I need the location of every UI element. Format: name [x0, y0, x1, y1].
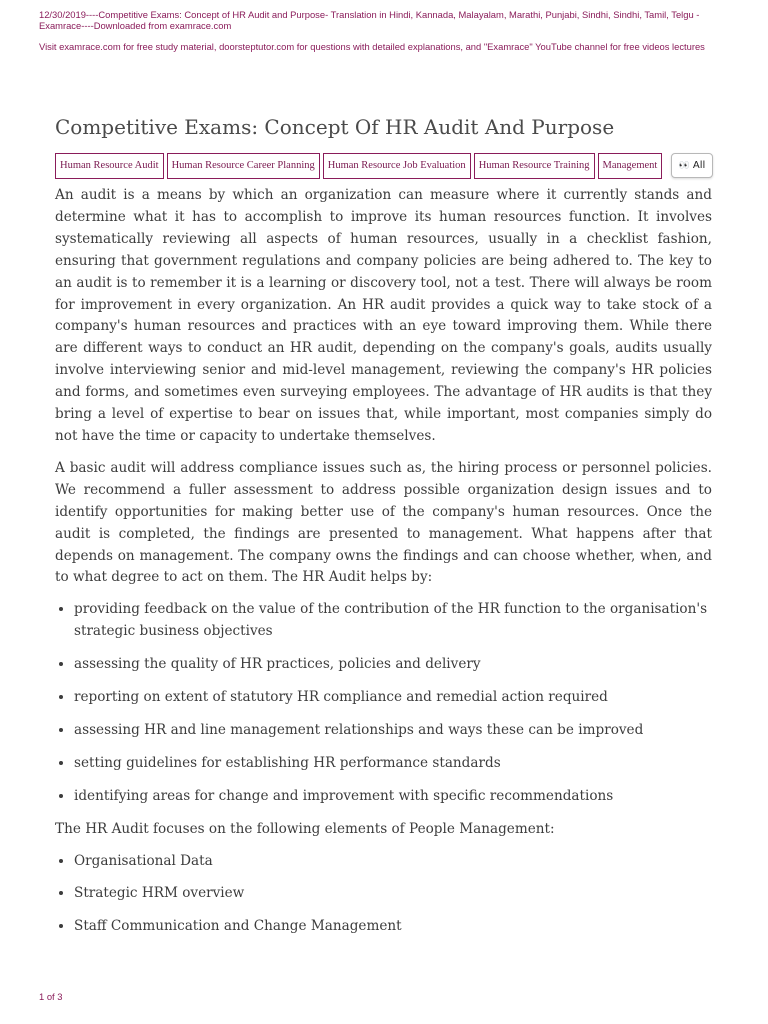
list-item: • assessing the quality of HR practices, policies and delivery: [74, 654, 712, 676]
tag-hr-training[interactable]: Human Resource Training: [474, 153, 595, 179]
page-header: [39, 9, 719, 52]
paragraph-basic-audit: A basic audit will address compliance issues such as, the hiring process or personnel policies. We recommend a fuller assessment to address possible organization design issues and to identify opportunities for making better use of the company's human resources. Once the audit is completed, the findings are presented to management. What happens after that depends on management. The company owns the findings and can choose whether, when, and to what degree to act on them. The HR Audit helps by:: [55, 459, 712, 586]
list-item: • reporting on extent of statutory HR compliance and remedial action required: [74, 687, 712, 709]
list-item: • identifying areas for change and improvement with specific recommendations: [74, 786, 712, 808]
page-title: Competitive Exams: Concept Of HR Audit And Purpose: [55, 115, 615, 139]
tag-management[interactable]: Management: [598, 153, 663, 179]
download-info: 12/30/2019----Competitive Exams: Concept of HR Audit and Purpose- Translation in Hindi, Kannada, Malayalam, Marathi, Punjabi, Sindhi, Sindhi, Tamil, Telgu - Examrace----Downloaded from examrace.com: [39, 9, 700, 31]
list-item: • setting guidelines for establishing HR performance standards: [74, 753, 712, 775]
tag-list: [55, 153, 716, 179]
list-item: • providing feedback on the value of the contribution of the HR function to the organisation's strategic business objectives: [74, 599, 712, 643]
tag-hr-job-evaluation[interactable]: Human Resource Job Evaluation: [323, 153, 471, 179]
list-item: • assessing HR and line management relationships and ways these can be improved: [74, 720, 712, 742]
paragraph-intro: An audit is a means by which an organization can measure where it currently stands and determine what it has to accomplish to improve its human resources function. It involves systematically reviewing all aspects of human resources, usually in a checklist fashion, ensuring that government regulations and company policies are being adhered to. The key to an audit is to remember it is a learning or discovery tool, not a test. There will always be room for improvement in every organization. An HR audit provides a quick way to take stock of a company's human resources and practices with an eye toward improving them. While there are different ways to conduct an HR audit, depending on the company's goals, audits usually involve interviewing senior and mid-level management, reviewing the company's HR policies and forms, and sometimes even surveying employees. The advantage of HR audits is that they bring a level of expertise to bear on issues that, while important, most companies simply do not have the time or capacity to undertake themselves.: [55, 187, 712, 444]
helps-list: [55, 599, 712, 807]
tag-hr-career-planning[interactable]: Human Resource Career Planning: [167, 153, 320, 179]
article-body: [55, 185, 712, 949]
page-number: 1 of 3: [39, 991, 63, 1002]
list-item: • Staff Communication and Change Management: [74, 916, 712, 938]
list-item: • Strategic HRM overview: [74, 883, 712, 905]
show-all-tags-button[interactable]: [671, 153, 713, 178]
list-item: • Organisational Data: [74, 851, 712, 873]
show-all-label: All: [692, 160, 706, 171]
focus-list: [55, 851, 712, 939]
eyes-icon: 👀: [678, 161, 690, 171]
tag-hr-audit[interactable]: Human Resource Audit: [55, 153, 164, 179]
visit-info: Visit examrace.com for free study material, doorsteptutor.com for questions with detailed explanations, and "Examrace" YouTube channel for free videos lectures: [39, 41, 705, 52]
focus-intro: The HR Audit focuses on the following elements of People Management:: [55, 820, 555, 837]
